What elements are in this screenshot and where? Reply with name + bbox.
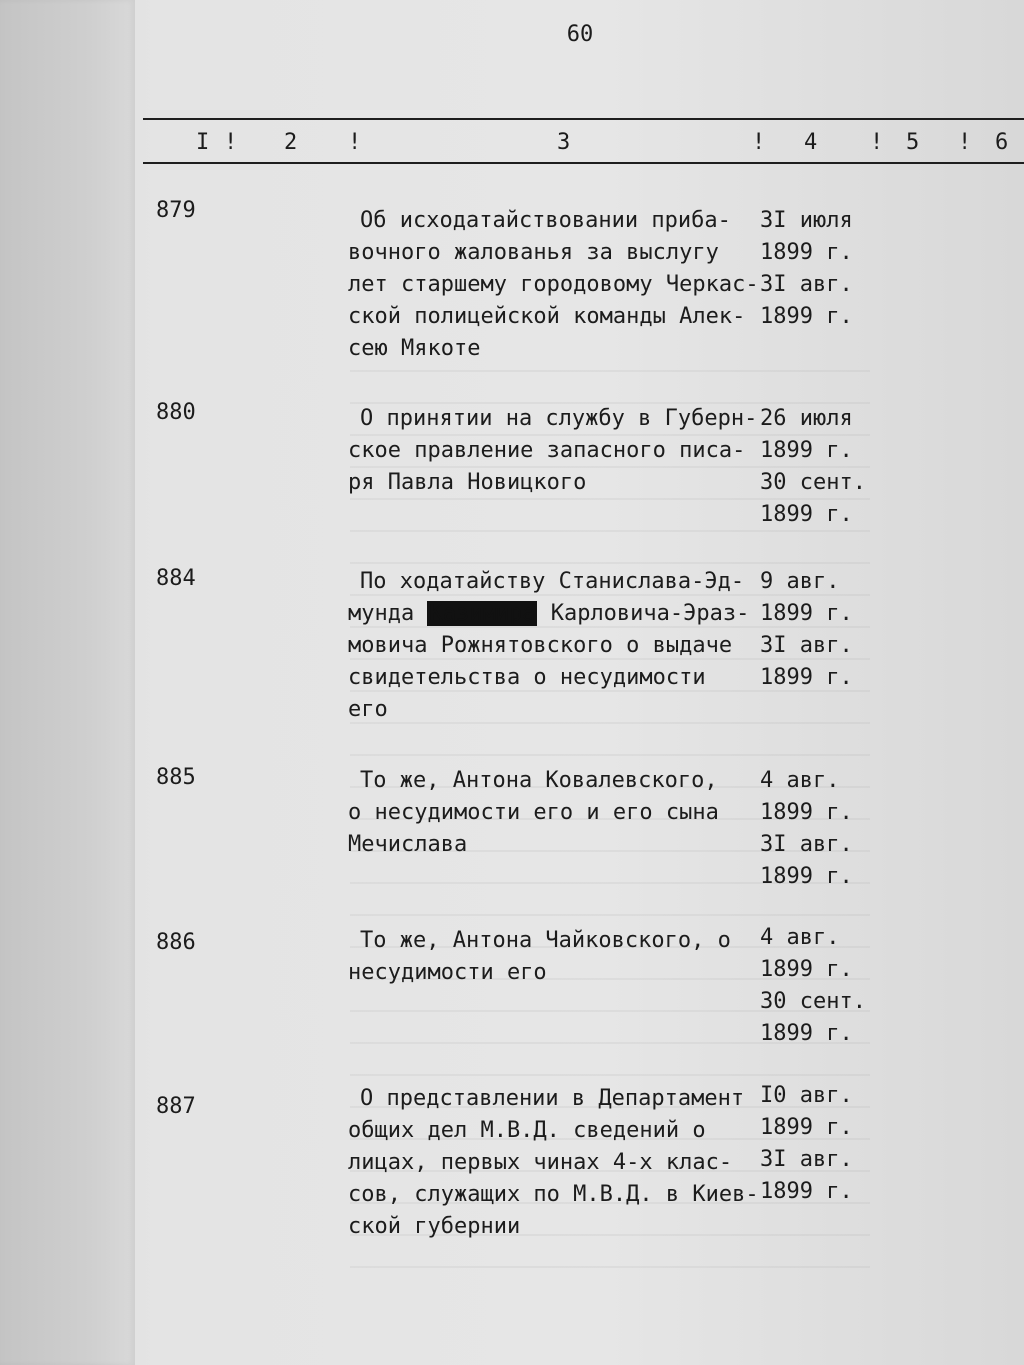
title-line: сею Мякоте — [348, 336, 481, 361]
title-line: лет старшему городовому Черкас- — [348, 272, 759, 297]
entry-dates — [760, 566, 853, 694]
date-line: 1899 г. — [760, 601, 853, 626]
title-line: То же, Антона Ковалевского, — [360, 768, 718, 793]
entry-dates — [760, 922, 866, 1050]
title-line: о несудимости его и его сына — [348, 800, 719, 825]
date-line: 1899 г. — [760, 957, 853, 982]
entry-title — [348, 403, 778, 499]
date-line: 1899 г. — [760, 800, 853, 825]
date-line: 3I авг. — [760, 272, 853, 297]
entry-number: 887 — [156, 1094, 196, 1119]
entry-number: 884 — [156, 566, 196, 591]
entry-number: 886 — [156, 930, 196, 955]
date-line: 1899 г. — [760, 240, 853, 265]
date-line: 3I авг. — [760, 1147, 853, 1172]
date-line: 1899 г. — [760, 864, 853, 889]
date-line: 26 июля — [760, 406, 853, 431]
title-line: По ходатайству Станислава-Эд- — [360, 569, 745, 594]
date-line: 3I авг. — [760, 633, 853, 658]
page-binding-shadow — [0, 0, 135, 1365]
date-line: 30 сент. — [760, 989, 866, 1014]
entry-dates — [760, 403, 866, 531]
date-line: 1899 г. — [760, 1115, 853, 1140]
entry-title — [348, 925, 778, 989]
header-sep5: ! — [958, 130, 972, 155]
title-line: ское правление запасного писа- — [348, 438, 746, 463]
date-line: 1899 г. — [760, 304, 853, 329]
title-line: вочного жалованья за выслугу — [348, 240, 719, 265]
header-sep4: ! — [870, 130, 884, 155]
header-sep2: ! — [348, 130, 362, 155]
title-line: То же, Антона Чайковского, о — [360, 928, 731, 953]
header-col4: 4 — [804, 130, 818, 155]
entry-number: 879 — [156, 198, 196, 223]
header-bottom-rule — [143, 162, 1024, 164]
header-col5: 5 — [906, 130, 920, 155]
date-line: 4 авг. — [760, 768, 840, 793]
title-line: Об исходатайствовании приба- — [360, 208, 731, 233]
date-line: 9 авг. — [760, 569, 840, 594]
entry-number: 885 — [156, 765, 196, 790]
date-line: 4 авг. — [760, 925, 840, 950]
header-col3: 3 — [557, 130, 571, 155]
entry-dates — [760, 205, 853, 333]
date-line: 1899 г. — [760, 1021, 853, 1046]
entry-title — [348, 205, 778, 365]
title-line: лицах, первых чинах 4-х клас- — [348, 1150, 733, 1175]
title-line: О представлении в Департамент — [360, 1086, 745, 1111]
entry-title — [348, 765, 778, 861]
title-line: общих дел М.В.Д. сведений о — [348, 1118, 706, 1143]
page-number: 60 — [566, 22, 594, 47]
title-line: ской полицейской команды Алек- — [348, 304, 746, 329]
date-line: 1899 г. — [760, 1179, 853, 1204]
date-line: 3I июля — [760, 208, 853, 233]
date-line: I0 авг. — [760, 1083, 853, 1108]
header-col6: 6 — [995, 130, 1009, 155]
title-line: его — [348, 697, 388, 722]
date-line: 3I авг. — [760, 832, 853, 857]
date-line: 30 сент. — [760, 470, 866, 495]
entry-dates — [760, 765, 853, 893]
title-line: сов, служащих по М.В.Д. в Киев- — [348, 1182, 759, 1207]
title-fragment: мунда — [348, 601, 415, 626]
title-line: О принятии на службу в Губерн- — [360, 406, 758, 431]
title-line: несудимости его — [348, 960, 547, 985]
title-fragment: Карловича-Эраз- — [550, 601, 750, 626]
header-col1: I — [196, 130, 210, 155]
date-line: 1899 г. — [760, 438, 853, 463]
date-line: 1899 г. — [760, 502, 853, 527]
header-top-rule — [143, 118, 1024, 120]
title-line: мовича Рожнятовского о выдаче — [348, 633, 733, 658]
header-sep1: ! — [224, 130, 238, 155]
title-line-with-redaction — [348, 598, 778, 630]
title-line: ря Павла Новицкого — [348, 470, 587, 495]
entry-dates — [760, 1080, 853, 1208]
entry-title — [348, 566, 778, 726]
header-sep3: ! — [752, 130, 766, 155]
date-line: 1899 г. — [760, 665, 853, 690]
entry-title — [348, 1083, 778, 1243]
header-col2: 2 — [284, 130, 298, 155]
entry-number: 880 — [156, 400, 196, 425]
title-line: Мечислава — [348, 832, 468, 857]
redacted-name: Казимира — [429, 601, 536, 626]
title-line: ской губернии — [348, 1214, 521, 1239]
title-line: свидетельства о несудимости — [348, 665, 706, 690]
